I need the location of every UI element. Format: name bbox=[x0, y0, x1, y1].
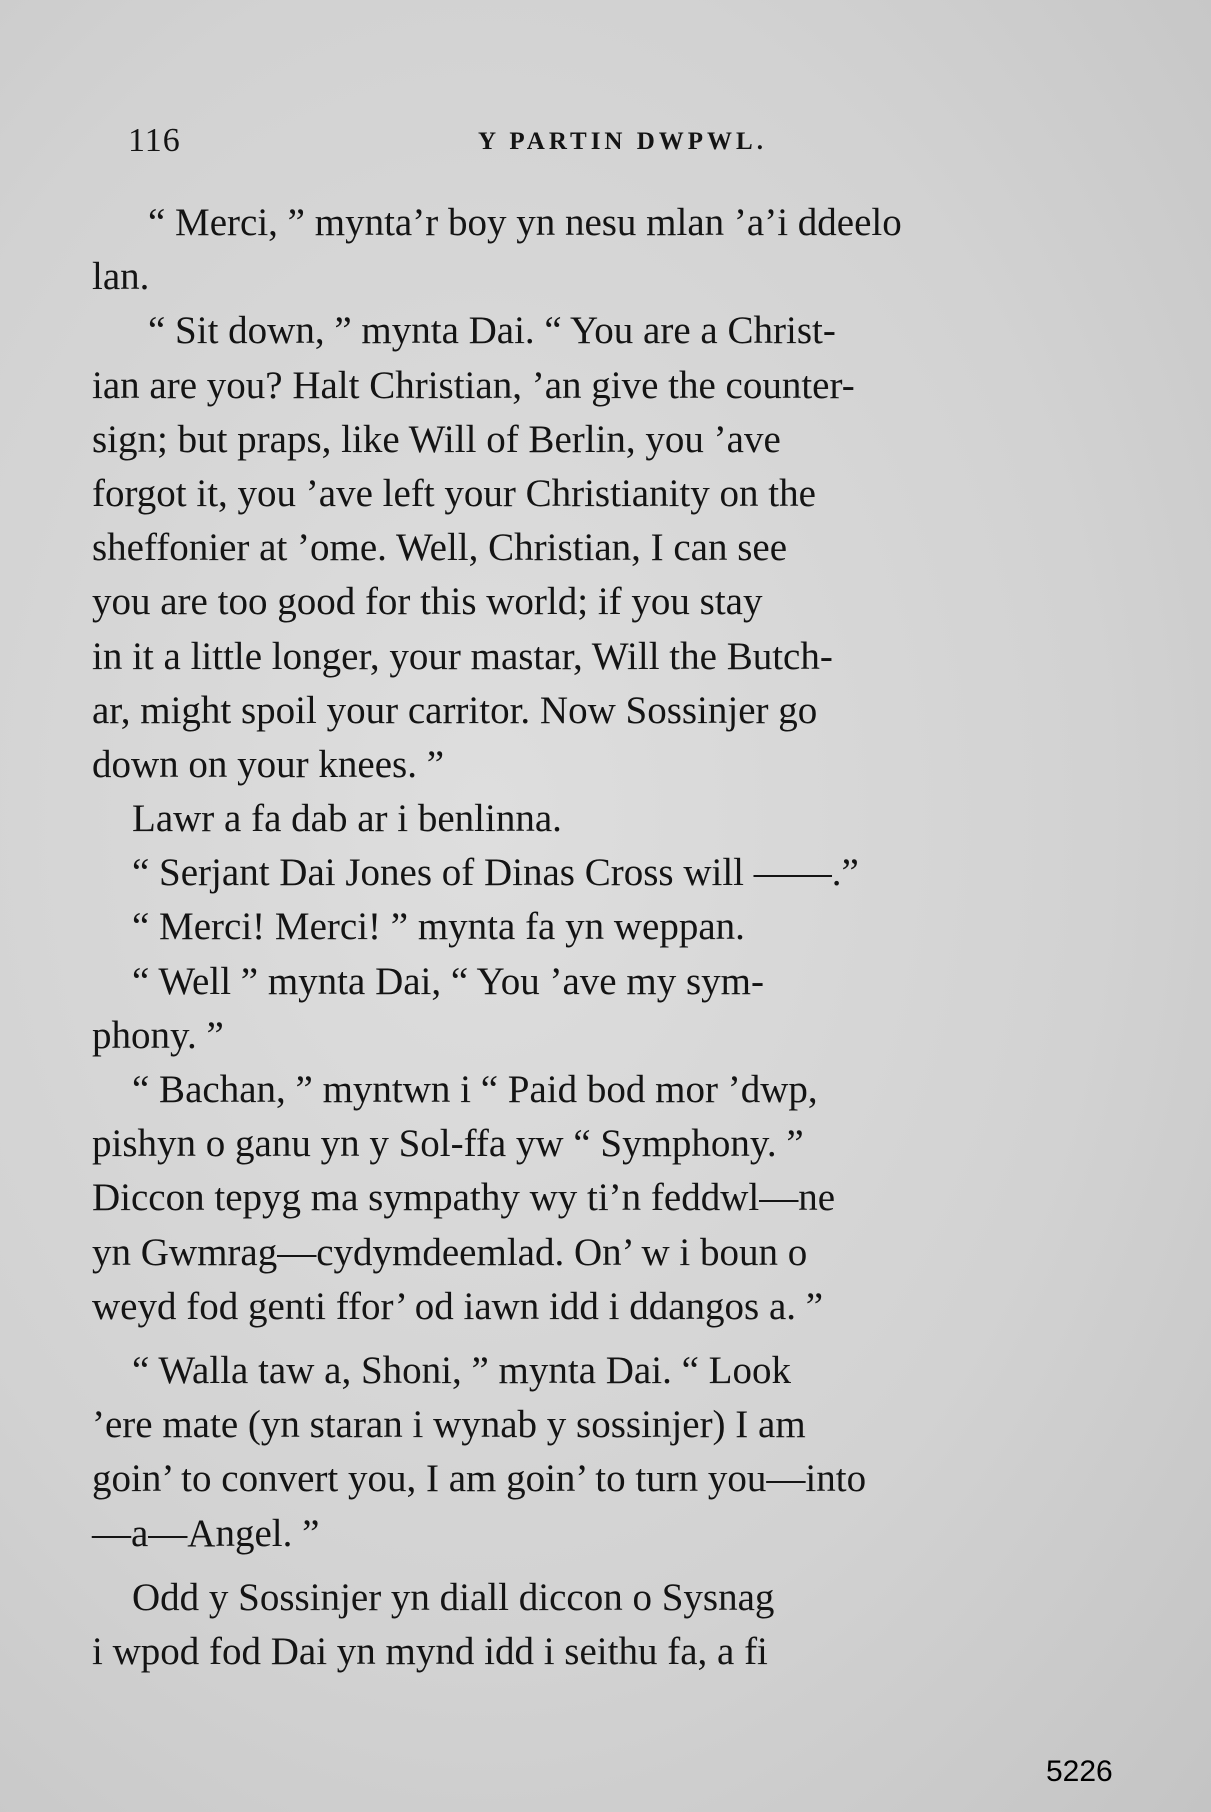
text-line: Odd y Sossinjer yn diall diccon o Sysnag bbox=[132, 1575, 775, 1619]
text-line: ian are you? Halt Christian, ’an give the counter- bbox=[92, 363, 855, 407]
page-header bbox=[128, 122, 1128, 162]
text-line: forgot it, you ’ave left your Christianity on the bbox=[92, 471, 816, 515]
text-line: pishyn o ganu yn y Sol-ffa yw “ Symphony. ” bbox=[92, 1122, 804, 1166]
text-line: yn Gwmrag—cydymdeemlad. On’ w i boun o bbox=[92, 1230, 808, 1274]
running-head: Y PARTIN DWPWL. bbox=[478, 128, 767, 155]
text-line: down on your knees. ” bbox=[92, 742, 445, 786]
text-line: Diccon tepyg ma sympathy wy ti’n feddwl—ne bbox=[92, 1176, 835, 1220]
reference-number: 5226 bbox=[1046, 1755, 1113, 1788]
text-line: “ Merci! Merci! ” mynta fa yn weppan. bbox=[132, 905, 745, 949]
text-line: “ Serjant Dai Jones of Dinas Cross will ——.” bbox=[132, 851, 859, 895]
text-line: phony. ” bbox=[92, 1013, 224, 1057]
text-line: weyd fod genti ffor’ od iawn idd i ddangos a. ” bbox=[92, 1284, 824, 1328]
text-line: goin’ to convert you, I am goin’ to turn you—into bbox=[92, 1457, 867, 1501]
text-line: “ Walla taw a, Shoni, ” mynta Dai. “ Look bbox=[132, 1348, 791, 1392]
text-line: lan. bbox=[92, 255, 150, 299]
body-text bbox=[92, 196, 1132, 1679]
paragraph-gap bbox=[92, 1561, 1132, 1571]
text-line: ’ere mate (yn staran i wynab y sossinjer) I am bbox=[92, 1403, 806, 1447]
text-line: Lawr a fa dab ar i benlinna. bbox=[132, 797, 562, 841]
text-line: “ Bachan, ” myntwn i “ Paid bod mor ’dwp, bbox=[132, 1068, 818, 1111]
text-line: “ Sit down, ” mynta Dai. “ You are a Christ- bbox=[148, 309, 836, 353]
text-line: —a—Angel. ” bbox=[92, 1511, 320, 1555]
text-line: “ Well ” mynta Dai, “ You ’ave my sym- bbox=[132, 959, 764, 1003]
text-line: ar, might spoil your carritor. Now Sossinjer go bbox=[92, 688, 818, 732]
text-line: sheffonier at ’ome. Well, Christian, I can see bbox=[92, 526, 788, 570]
text-line: i wpod fod Dai yn mynd idd i seithu fa, a fi bbox=[92, 1629, 768, 1673]
text-line: sign; but praps, like Will of Berlin, you ’ave bbox=[92, 417, 781, 461]
text-line: “ Merci, ” mynta’r boy yn nesu mlan ’a’i ddeelo bbox=[148, 201, 902, 244]
paragraph-gap bbox=[92, 1334, 1132, 1344]
text-line: in it a little longer, your mastar, Will the Butch- bbox=[92, 634, 833, 678]
page-number: 116 bbox=[128, 122, 181, 159]
text-line: you are too good for this world; if you stay bbox=[92, 580, 763, 624]
